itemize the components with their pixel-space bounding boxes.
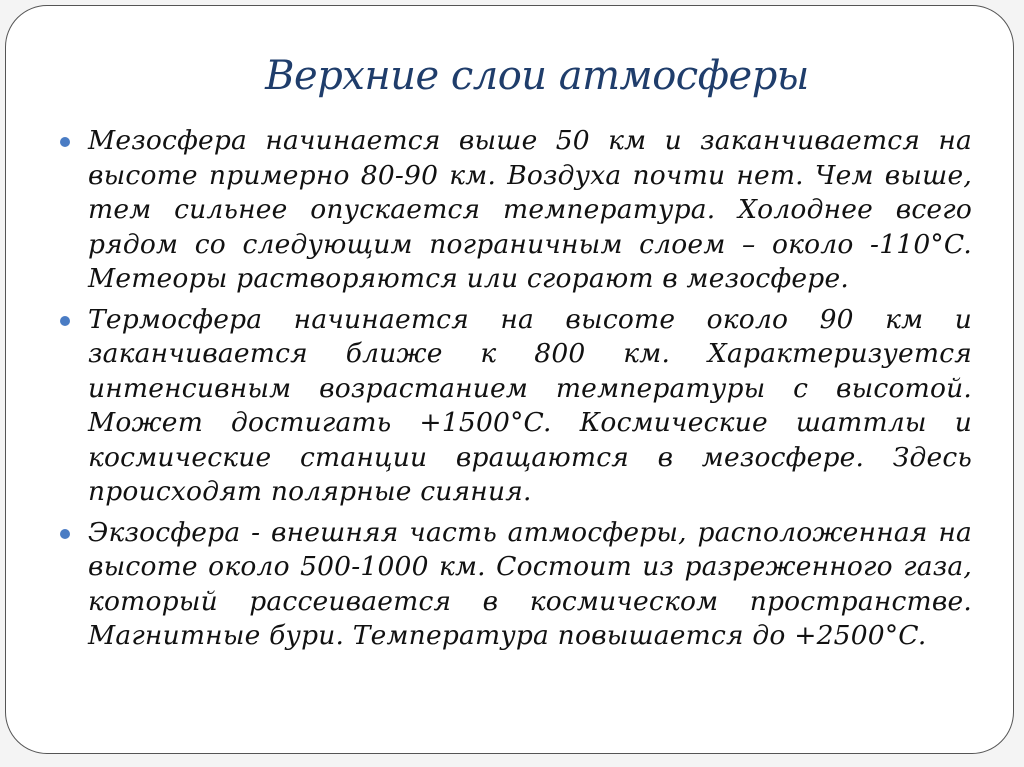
bullet-item-mesosphere — [60, 124, 972, 297]
bullet-text: Экзосфера - внешняя часть атмосферы, расположенная на высоте около 500-1000 км. Состоит из разреженного газа, который рассеивается в космическом пространстве. Магнитные бури. Температура повышается до +2500°C. — [88, 516, 972, 651]
bullet-dot-icon — [60, 316, 70, 326]
bullet-text: Мезосфера начинается выше 50 км и заканчивается на высоте примерно 80-90 км. Воздуха почти нет. Чем выше, тем сильнее опускается температура. Холоднее всего рядом со следующим пограничным слоем – около -110°C. Метеоры растворяются или сгорают в мезосфере. — [88, 125, 972, 294]
slide-title: Верхние слои атмосферы — [265, 53, 809, 99]
bullet-dot-icon — [60, 137, 70, 147]
bullet-item-thermosphere — [60, 303, 972, 510]
bullet-text: Термосфера начинается на высоте около 90 км и заканчивается ближе к 800 км. Характеризуется интенсивным возрастанием температуры с высотой. Может достигать +1500°C. Космические шаттлы и космические станции вращаются в мезосфере. Здесь происходят полярные сияния. — [88, 303, 972, 507]
bullet-item-exosphere — [60, 516, 972, 654]
bullet-dot-icon — [60, 529, 70, 539]
bullet-list — [60, 124, 972, 660]
